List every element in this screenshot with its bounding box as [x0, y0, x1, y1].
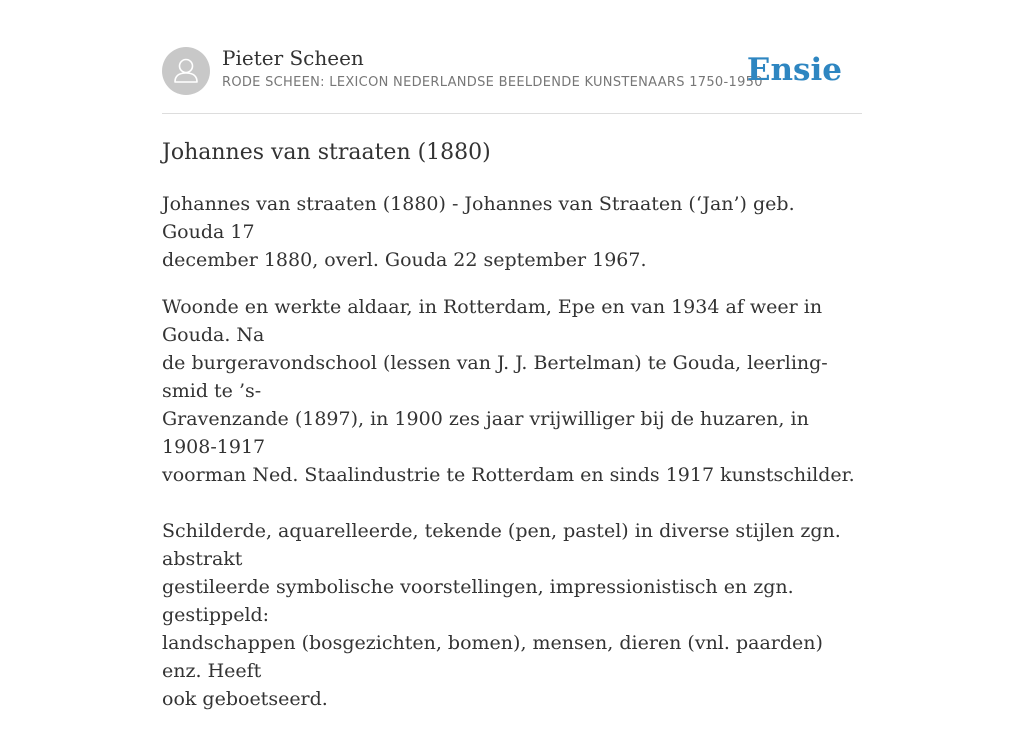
- header-divider: [162, 113, 862, 114]
- page-header: [162, 46, 862, 96]
- article-body: [162, 190, 862, 732]
- author-name[interactable]: Pieter Scheen: [222, 46, 364, 70]
- user-avatar-icon[interactable]: [162, 47, 210, 95]
- ensie-logo[interactable]: Ensie: [746, 52, 842, 88]
- article-paragraph: Woonde en werkte aldaar, in Rotterdam, Epe en van 1934 af weer in Gouda. Na de burgeravondschool (lessen van J. J. Bertelman) te Gouda, leerling-smid te ’s- Gravenzande (1897), in 1900 zes jaar vrijwilliger bij de huzaren, in 1908-1917 voorman Ned. Staalindustrie te Rotterdam en sinds 1917 kunstschilder. Schilderde, aquarelleerde, tekende (pen, pastel) in diverse stijlen zgn. abstrakt gestileerde symbolische voorstellingen, impressionistisch en zgn. gestippeld: landschappen (bosgezichten, bomen), mensen, dieren (vnl. paarden) enz. Heeft ook geboetseerd.: [162, 296, 855, 710]
- source-label[interactable]: RODE SCHEEN: LEXICON NEDERLANDSE BEELDENDE KUNSTENAARS 1750-1950: [222, 75, 763, 90]
- article-title: Johannes van straaten (1880): [162, 140, 491, 165]
- article-paragraph: Johannes van straaten (1880) - Johannes van Straaten (‘Jan’) geb. Gouda 17 december 1880, overl. Gouda 22 september 1967.: [162, 193, 795, 271]
